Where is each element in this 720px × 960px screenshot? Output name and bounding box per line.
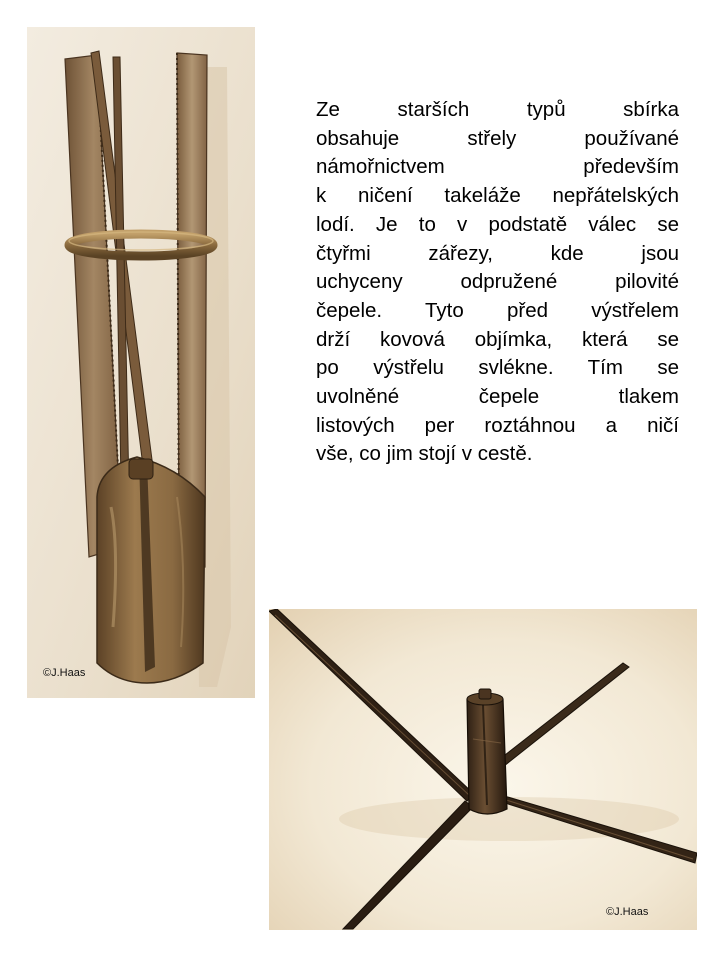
copyright-label: ©J.Haas <box>43 667 86 679</box>
text-line: uvolněné čepele tlakem <box>316 385 679 409</box>
text-line: k ničení takeláže nepřátelských <box>316 184 679 208</box>
photo-projectile-deployed <box>269 609 697 930</box>
projectile-closed-image <box>27 27 255 698</box>
text-line: uchyceny odpružené pilovité <box>316 270 679 294</box>
description-text <box>316 96 679 469</box>
text-line: listových per roztáhnou a ničí <box>316 413 679 437</box>
text-line: obsahuje střely používané <box>316 126 679 150</box>
text-line: lodí. Je to v podstatě válec se <box>316 212 679 236</box>
text-line: Ze starších typů sbírka <box>316 98 679 121</box>
text-line: čepele. Tyto před výstřelem <box>316 298 679 322</box>
projectile-deployed-image <box>269 609 697 930</box>
text-line: po výstřelu svlékne. Tím se <box>316 356 679 380</box>
text-line: námořnictvem především <box>316 155 679 179</box>
text-line: drží kovová objímka, která se <box>316 327 679 351</box>
photo-projectile-closed <box>27 27 255 698</box>
text-line: vše, co jim stojí v cestě. <box>316 442 533 466</box>
copyright-label: ©J.Haas <box>606 906 649 918</box>
text-line: čtyřmi zářezy, kde jsou <box>316 241 679 265</box>
